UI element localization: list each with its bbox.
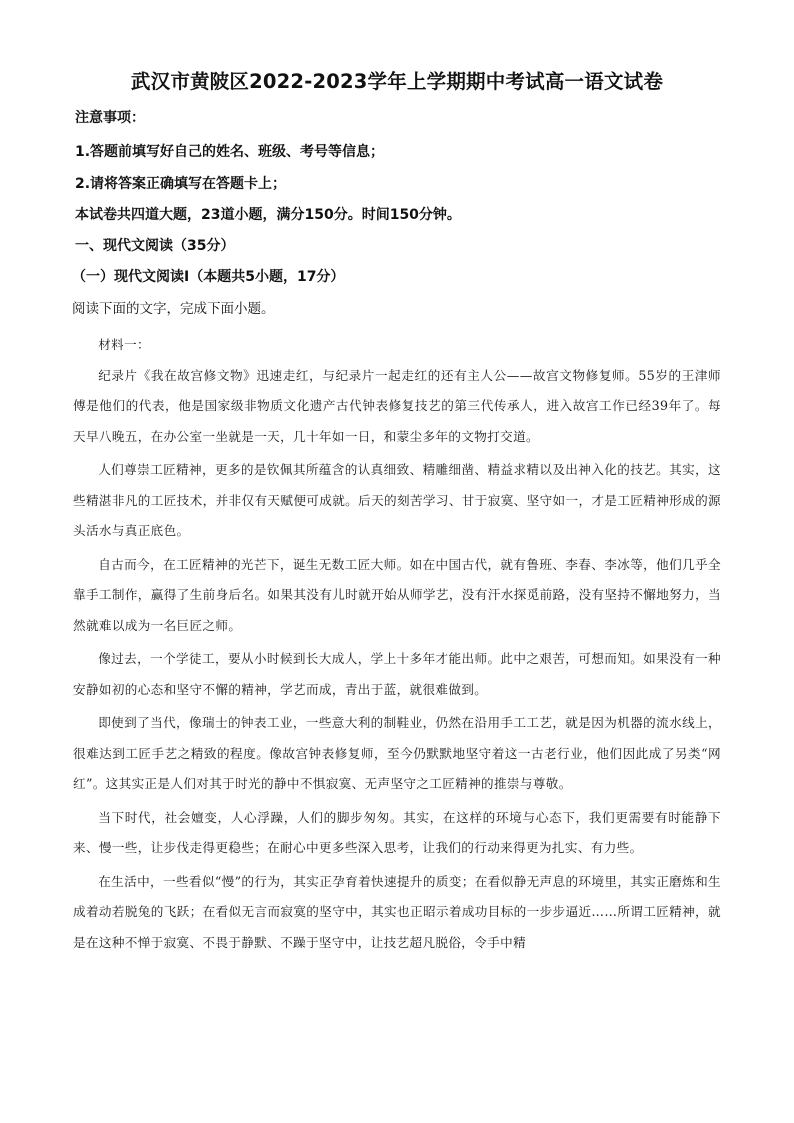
paragraph: 在生活中，一些看似“慢”的行为，其实正孕育着快速提升的质变；在看似静无声息的环境里，其实正磨炼和生成着动若脱兔的飞跃；在看似无言而寂寞的坚守中，其实也正昭示着成功目标的一步步逼近……所谓工匠精神，就是在这种不惮于寂寞、不畏于静默、不躁于坚守中，让技艺超凡脱俗，令手中精 [73,873,721,950]
paragraph: 人们尊崇工匠精神，更多的是钦佩其所蕴含的认真细致、精雕细凿、精益求精以及出神入化的技艺。其实，这些精湛非凡的工匠技术，并非仅有天赋便可成就。后天的刻苦学习、甘于寂寞、坚守如一，才是工匠精神形成的源头活水与真正底色。 [73,462,721,538]
notice-heading: 注意事项： [75,110,145,126]
exam-info: 本试卷共四道大题，23道小题，满分150分。时间150分钟。 [75,207,461,223]
subsection-heading: （一）现代文阅读Ⅰ（本题共5小题，17分） [72,269,345,285]
paragraph: 即使到了当代，像瑞士的钟表工业，一些意大利的制鞋业，仍然在沿用手工工艺，就是因为机器的流水线上，很难达到工匠手艺之精致的程度。像故宫钟表修复师，至今仍默默地坚守着这一古老行业，他们因此成了另类“网红”。这其实正是人们对其于时光的静中不惧寂寞、无声坚守之工匠精神的推崇与尊敬。 [73,715,721,791]
material-label: 材料一： [98,337,150,352]
paragraph: 自古而今，在工匠精神的光芒下，诞生无数工匠大师。如在中国古代，就有鲁班、李春、李冰等，他们几乎全靠手工制作，赢得了生前身后名。如果其没有儿时就开始从师学艺，没有汗水探觅前路，没有坚持不懈地努力，当然就难以成为一名巨匠之师。 [73,556,721,633]
reading-instruction: 阅读下面的文字，完成下面小题。 [72,301,275,317]
paragraph: 当下时代，社会嬗变，人心浮躁，人们的脚步匆匆。其实，在这样的环境与心态下，我们更需要有时能静下来、慢一些，让步伐走得更稳些；在耐心中更多些深入思考，让我们的行动来得更为扎实、有力些。 [73,809,721,855]
reading-material [73,330,721,961]
page-title: 武汉市黄陂区2022-2023学年上学期期中考试高一语文试卷 [130,70,664,93]
notice-item: 2.请将答案正确填写在答题卡上； [75,176,287,192]
notice-item: 1.答题前填写好自己的姓名、班级、考号等信息； [75,144,385,160]
paragraph: 纪录片《我在故宫修文物》迅速走红，与纪录片一起走红的还有主人公——故宫文物修复师。55岁的王津师傅是他们的代表，他是国家级非物质文化遗产古代钟表修复技艺的第三代传承人，进入故宫工作已经39年了。每天早八晚五，在办公室一坐就是一天，几十年如一日，和蒙尘多年的文物打交道。 [73,367,721,444]
section-heading: 一、现代文阅读（35分） [75,238,235,254]
paragraph: 像过去，一个学徒工，要从小时候到长大成人，学上十多年才能出师。此中之艰苦，可想而知。如果没有一种安静如初的心态和坚守不懈的精神，学艺而成，青出于蓝，就很难做到。 [73,651,721,697]
